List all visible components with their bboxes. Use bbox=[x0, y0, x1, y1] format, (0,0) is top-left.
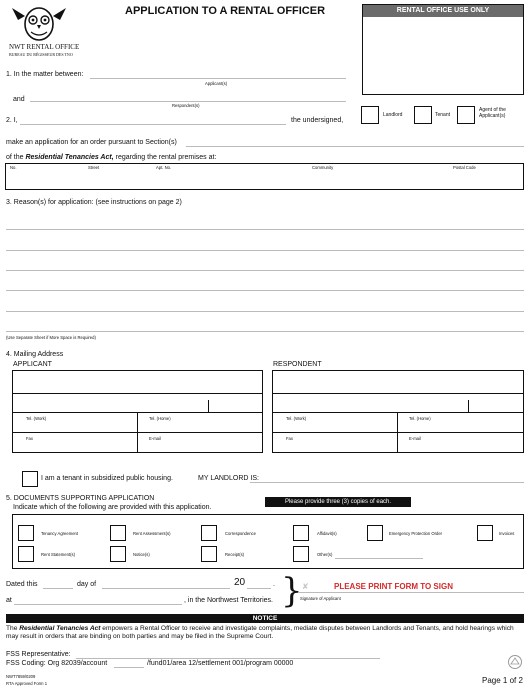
landlord-label: Landlord bbox=[383, 112, 403, 118]
reason-line-4[interactable] bbox=[6, 290, 524, 291]
applicant-tel-work: Tel. (Work) bbox=[26, 416, 47, 421]
tenant-checkbox[interactable] bbox=[414, 106, 432, 124]
notice-text bbox=[6, 625, 526, 641]
doc-rent-assessment-checkbox[interactable] bbox=[110, 525, 126, 541]
premises-box[interactable] bbox=[5, 163, 524, 190]
applicant-email: E-mail bbox=[149, 436, 161, 441]
regarding-label bbox=[6, 154, 216, 161]
premises-no: No. bbox=[10, 165, 17, 170]
respondent-tel-work: Tel. (Work) bbox=[286, 416, 307, 421]
respondent-heading: RESPONDENT bbox=[273, 361, 322, 368]
applicant-name-line[interactable] bbox=[20, 124, 286, 125]
at-label: at bbox=[6, 597, 12, 604]
brace-icon: } bbox=[281, 571, 303, 611]
doc-notices-label: Notice(s) bbox=[133, 552, 150, 557]
doc-tenancy-checkbox[interactable] bbox=[18, 525, 34, 541]
reason-line-5[interactable] bbox=[6, 311, 524, 312]
premises-postal: Postal Code bbox=[453, 165, 476, 170]
agent-checkbox[interactable] bbox=[457, 106, 475, 124]
page-title: APPLICATION TO A RENTAL OFFICER bbox=[125, 5, 326, 17]
doc-epo-label: Emergency Protection Order bbox=[389, 531, 443, 536]
respondent-email: E-mail bbox=[409, 436, 421, 441]
and-label: and bbox=[13, 96, 25, 103]
subsidized-label: I am a tenant in subsidized public housing. bbox=[41, 475, 173, 482]
doc-rent-statement-label: Rent Statement(s) bbox=[41, 552, 75, 557]
of-the-text: of the bbox=[6, 154, 24, 161]
tenant-label: Tenant bbox=[435, 112, 451, 118]
fss-coding-label: FSS Coding: Org 82039/account bbox=[6, 660, 108, 667]
copies-banner: Please provide three (3) copies of each. bbox=[265, 497, 411, 507]
doc-epo-checkbox[interactable] bbox=[367, 525, 383, 541]
fss-account-line[interactable] bbox=[114, 667, 144, 668]
notice-pre: The bbox=[6, 625, 18, 632]
reason-line-1[interactable] bbox=[6, 229, 524, 230]
section3-note: (Use Separate Sheet if More Space is Required) bbox=[6, 335, 96, 340]
landlord-name-line[interactable] bbox=[250, 482, 524, 483]
fss-coding-rest: /fund01/area 12/settlement 001/program 00000 bbox=[147, 660, 294, 667]
approved-form: RTA Approved Form 1 bbox=[6, 681, 48, 686]
my-landlord-label: MY LANDLORD IS: bbox=[198, 475, 259, 482]
section3-label: 3. Reason(s) for application: (see instructions on page 2) bbox=[6, 199, 182, 206]
day-of-label: day of bbox=[77, 581, 97, 588]
respondent-caption: Respondent(s) bbox=[172, 103, 200, 108]
respondent-tel-home: Tel. (Home) bbox=[409, 416, 431, 421]
landlord-checkbox[interactable] bbox=[361, 106, 379, 124]
respondent-address-box[interactable] bbox=[272, 370, 524, 453]
doc-correspondence-label: Correspondence bbox=[225, 531, 256, 536]
nwt-crest-icon bbox=[507, 654, 523, 675]
dated-this-label: Dated this bbox=[6, 581, 38, 588]
doc-affidavits-checkbox[interactable] bbox=[293, 525, 309, 541]
premises-community: Community bbox=[312, 165, 334, 170]
day-line[interactable] bbox=[43, 588, 73, 589]
applicant-line[interactable] bbox=[90, 78, 346, 79]
make-application-label: make an application for an order pursuant to Section(s) bbox=[6, 139, 177, 146]
agent-label: Agent of the Applicant(s) bbox=[479, 107, 506, 119]
regarding-text: regarding the rental premises at: bbox=[115, 154, 217, 161]
section4-label: 4. Mailing Address bbox=[6, 351, 64, 358]
respondent-line[interactable] bbox=[30, 101, 346, 102]
print-prompt[interactable]: PLEASE PRINT FORM TO SIGN bbox=[334, 582, 453, 591]
fss-rep-line[interactable] bbox=[76, 658, 380, 659]
office-subname: BUREAU DU RÉGISSEUR DES TNO bbox=[9, 52, 73, 57]
applicant-fax: Fax bbox=[26, 436, 33, 441]
doc-invoices-label: Invoices bbox=[499, 531, 515, 536]
doc-others-label: Other(s) bbox=[317, 552, 333, 557]
doc-receipts-label: Receipt(s) bbox=[225, 552, 245, 557]
doc-affidavits-label: Affidavit(s) bbox=[317, 531, 337, 536]
doc-others-checkbox[interactable] bbox=[293, 546, 309, 562]
fss-rep-label: FSS Representative: bbox=[6, 651, 71, 658]
office-name: NWT RENTAL OFFICE bbox=[9, 43, 80, 51]
notice-heading: NOTICE bbox=[6, 614, 524, 623]
premises-street: Street bbox=[88, 165, 100, 170]
reason-line-3[interactable] bbox=[6, 270, 524, 271]
section2-label: 2. I, bbox=[6, 117, 18, 124]
doc-rent-assessment-label: Rent Assessment(s) bbox=[133, 531, 171, 536]
form-number: NWT7859/0209 bbox=[6, 674, 36, 679]
section1-label: 1. In the matter between: bbox=[6, 71, 84, 78]
page-number: Page 1 of 2 bbox=[482, 676, 523, 685]
reason-line-2[interactable] bbox=[6, 250, 524, 251]
doc-invoices-checkbox[interactable] bbox=[477, 525, 493, 541]
applicant-address-box[interactable] bbox=[12, 370, 263, 453]
undersigned-label: the undersigned, bbox=[291, 117, 344, 124]
notice-body: empowers a Rental Officer to receive and investigate complaints, mediate disputes between Landlords and Tenants, and hold hearings which may result in orders that are binding on both parties and may be filed in the Supreme Court. bbox=[6, 625, 514, 641]
applicant-tel-home: Tel. (Home) bbox=[149, 416, 171, 421]
doc-tenancy-label: Tenancy Agreement bbox=[41, 531, 79, 536]
nwt-logo bbox=[10, 4, 68, 44]
doc-others-line[interactable] bbox=[335, 558, 423, 559]
signature-caption: Signature of Applicant bbox=[300, 596, 341, 601]
owl-emblem-icon bbox=[10, 4, 68, 44]
office-use-label: RENTAL OFFICE USE ONLY bbox=[363, 5, 523, 17]
year-line[interactable] bbox=[247, 588, 271, 589]
signature-line[interactable] bbox=[298, 592, 524, 593]
section5-instruction: Indicate which of the following are provided with this application. bbox=[13, 504, 212, 511]
act-name: Residential Tenancies Act, bbox=[25, 154, 114, 161]
section5-label: 5. DOCUMENTS SUPPORTING APPLICATION bbox=[6, 495, 155, 502]
sections-line[interactable] bbox=[186, 146, 524, 147]
documents-box bbox=[12, 514, 524, 569]
office-use-box bbox=[362, 4, 524, 95]
reason-line-6[interactable] bbox=[6, 331, 524, 332]
doc-notices-checkbox[interactable] bbox=[110, 546, 126, 562]
premises-apt: Apt. No. bbox=[156, 165, 172, 170]
subsidized-checkbox[interactable] bbox=[22, 471, 38, 487]
year-dot: . bbox=[273, 581, 275, 588]
applicant-heading: APPLICANT bbox=[13, 361, 52, 368]
doc-rent-statement-checkbox[interactable] bbox=[18, 546, 34, 562]
year-prefix: 20 bbox=[234, 577, 246, 588]
doc-correspondence-checkbox[interactable] bbox=[201, 525, 217, 541]
place-line[interactable] bbox=[14, 604, 182, 605]
respondent-fax: Fax bbox=[286, 436, 293, 441]
notice-act: Residential Tenancies Act bbox=[19, 625, 101, 632]
applicant-caption: Applicant(s) bbox=[205, 81, 228, 86]
territories-label: , in the Northwest Territories. bbox=[184, 597, 273, 604]
doc-receipts-checkbox[interactable] bbox=[201, 546, 217, 562]
month-line[interactable] bbox=[102, 588, 230, 589]
print-mark-icon: ✘ bbox=[302, 582, 309, 591]
